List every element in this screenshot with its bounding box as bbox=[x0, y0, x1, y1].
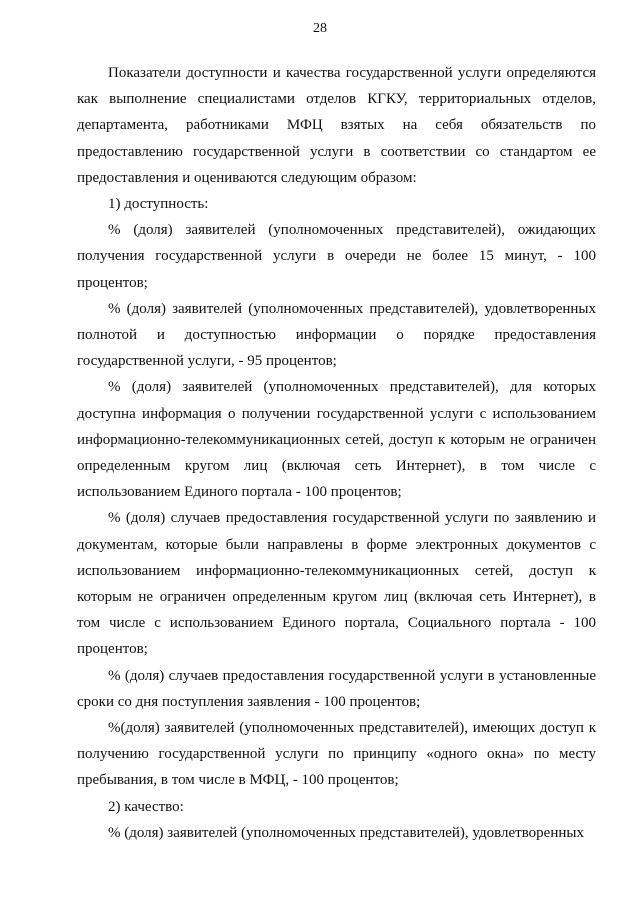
paragraph-one-window: %(доля) заявителей (уполномоченных представителей), имеющих доступ к получению государственной услуги по принципу «одного окна» по месту пребывания, в том числе в МФЦ, - 100 процентов; bbox=[77, 720, 596, 789]
paragraph-quality-satisfaction: % (доля) заявителей (уполномоченных представителей), удовлетворенных bbox=[108, 824, 584, 841]
paragraph-intro: Показатели доступности и качества государственной услуги определяются как выполнение специалистами отделов КГКУ, территориальных отделов, департамента, работниками МФЦ взятых на себя обязательств по предоставлению государственной услуги в соответствии со стандартом ее предоставления и оцениваются следующим образом: bbox=[77, 65, 596, 186]
page-number: 28 bbox=[313, 21, 327, 36]
document-body bbox=[77, 60, 596, 846]
paragraph-electronic-documents: % (доля) случаев предоставления государственной услуги по заявлению и документам, которые были направлены в форме электронных документов с использованием информационно-телекоммуникационных сетей, доступ к которым не ограничен определенным кругом лиц (включая сеть Интернет), в том числе с использованием Единого портала, Социального портала - 100 процентов; bbox=[77, 510, 596, 658]
paragraph-queue-wait: % (доля) заявителей (уполномоченных представителей), ожидающих получения государственной услуги в очереди не более 15 минут, - 100 процентов; bbox=[77, 222, 596, 291]
paragraph-information-satisfaction: % (доля) заявителей (уполномоченных представителей), удовлетворенных полнотой и доступностью информации о порядке предоставления государственной услуги, - 95 процентов; bbox=[77, 300, 596, 370]
paragraph-internet-information: % (доля) заявителей (уполномоченных представителей), для которых доступна информация о получении государственной услуги с использованием информационно-телекоммуникационных сетей, доступ к которым не ограничен определенным кругом лиц (включая сеть Интернет), в том числе с использованием Единого портала - 100 процентов; bbox=[77, 379, 596, 501]
paragraph-deadlines: % (доля) случаев предоставления государственной услуги в установленные сроки со дня поступления заявления - 100 процентов; bbox=[77, 667, 596, 710]
paragraph-accessibility-heading: 1) доступность: bbox=[108, 196, 209, 213]
paragraph-quality-heading: 2) качество: bbox=[108, 798, 184, 815]
